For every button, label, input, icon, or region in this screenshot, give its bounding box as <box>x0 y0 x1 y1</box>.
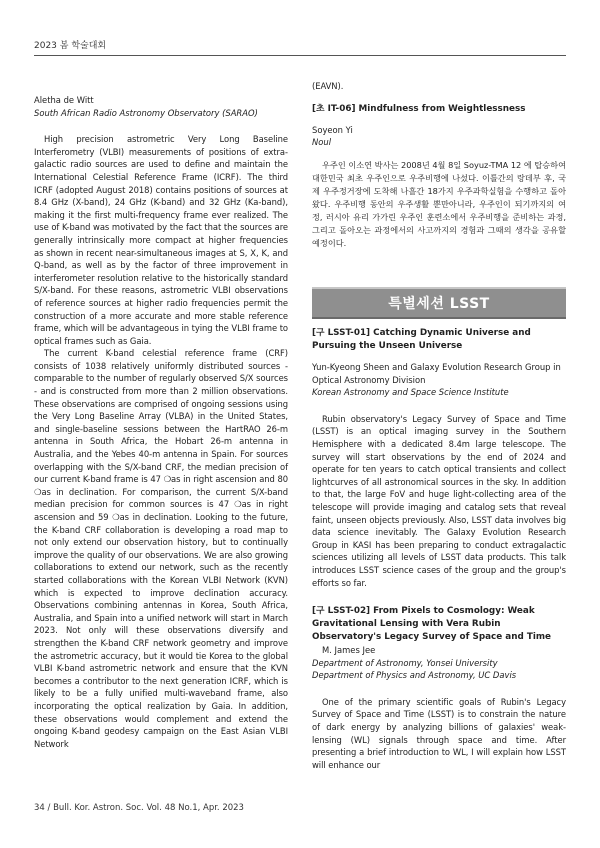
abstract-affiliation-lsst02-b: Department of Physics and Astronomy, UC Davis <box>312 670 517 681</box>
section-banner <box>312 287 566 319</box>
abstract-title-it06: [초 IT-06] Mindfulness from Weightlessness <box>312 103 526 114</box>
section-banner-label: 특별세션 LSST <box>388 296 490 312</box>
lsst01-block <box>312 327 566 589</box>
abstract-author-it06: Soyeon Yi <box>312 124 353 135</box>
page-footer: 34 / Bull. Kor. Astron. Soc. Vol. 48 No.1, Apr. 2023 <box>34 803 244 813</box>
abstract-title-lsst01: [구 LSST-01] Catching Dynamic Universe and Pursuing the Unseen Universe <box>312 328 531 351</box>
abstract-affiliation-lsst01: Korean Astronomy and Space Science Institute <box>312 387 509 398</box>
abstract-body-lsst02: One of the primary scientific goals of Rubin's Legacy Survey of Space and Time (LSST) is to constrain the nature of dark energy by analyzing billions of galaxies' weak-lensing (WL) signals through space and time. After presenting a brief introduction to WL, I will explain how LSST will enhance our <box>312 696 566 770</box>
abstract-affiliation-it06: Noul <box>312 137 332 148</box>
abstract-affiliation-lsst02-a: Department of Astronomy, Yonsei University <box>312 657 498 668</box>
abstract-title-lsst02: [구 LSST-02] From Pixels to Cosmology: Weak Gravitational Lensing with Vera Rubin Observatory's Legacy Survey of Space and Time <box>312 606 552 642</box>
abstract-paragraph-2: The current K-band celestial reference frame (CRF) consists of 1038 relatively uniformly distributed sources - comparable to the number of regularly observed S/X sources - and is constructed from more than 2 million observations. These observations are comprised of ongoing sessions using the Very Long Baseline Array (VLBA) in the United States, and single-baseline sessions between the HartRAO 26-m antenna in South Africa, the Hobart 26-m antenna in Australia, and the Yebes 40-m antenna in Spain. For sources overlapping with the S/X-band CRF, the median precision of our current K-band frame is 47 ❍as in right ascension and 80 ❍as in declination. For comparison, the current S/X-band median precision for common sources is 47 ❍as in right ascension and 59 ❍as in declination. Looking to the future, the K-band CRF collaboration is developing a road map to not only extend our observation history, but to continually improve the quality of our observations. We are also growing collaborations to extend our network, such as the recently started collaborations with the Korean VLBI Network (KVN) which is expected to improve declination accuracy. Observations combining antennas in Korea, South Africa, Australia, and Spain into a unified network will start in March 2023. Not only will these observations diversify and strengthen the K-band CRF network geometry and improve the astrometric accuracy, but it would tie Korea to the global VLBI K-band astrometric network and ensure that the KVN becomes a contributor to the next generation ICRF, which is likely to be a fully unified multi-waveband frame, also incorporating the optical realization by Gaia. In addition, these observations would complement and extend the ongoing K-band geodesy campaign on the East Asian VLBI Network <box>34 348 288 749</box>
abstract-affiliation: South African Radio Astronomy Observatory (SARAO) <box>34 107 258 118</box>
continued-text: (EAVN). <box>312 81 344 91</box>
abstract-body-lsst01: Rubin observatory's Legacy Survey of Space and Time (LSST) is an optical imaging survey in the Southern Hemisphere with a dedicated 8.4m large telescope. The survey will start observations by the end of 2024 and operate for ten years to catch optical transients and collect lightcurves of all astronomical sources in the sky. In addition to that, the large FoV and huge light-collecting area of the telescope will provide imaging and catalog sets that reveal faint, unseen objects previously. Also, LSST data involves big data science inevitably. The Galaxy Evolution Research Group in KASI has been preparing to conduct extragalactic sciences utilizing all levels of LSST data products. This talk introduces LSST science cases of the group and the group's efforts so far. <box>312 413 566 588</box>
abstract-body-it06: 우주인 이소연 박사는 2008년 4월 8일 Soyuz-TMA 12 에 탑승하여 대한민국 최초 우주인으로 우주비행에 나섰다. 이틀간의 랑데부 후, 국제 우주정거장에 도착해 나흘간 18가지 우주과학실험을 수행하고 돌아왔다. 우주비행 동안의 우주생활 뿐만아니라, 우주인이 되기까지의 여정, 러시아 유리 가가린 우주인 훈련소에서 우주비행을 준비하는 과정, 그리고 돌아오는 과정에서의 사고까지의 경험과 그때의 생각을 공유할 예정이다. <box>312 159 566 248</box>
running-header: 2023 봄 학술대회 <box>34 41 107 51</box>
left-column <box>34 80 288 750</box>
header-rule <box>34 55 566 56</box>
abstract-author-lsst01: Yun-Kyeong Sheen and Galaxy Evolution Research Group in Optical Astronomy Division <box>312 362 561 385</box>
right-column-top <box>312 80 566 250</box>
lsst02-block <box>312 605 566 771</box>
abstract-author: Aletha de Witt <box>34 95 94 105</box>
abstract-paragraph-1: High precision astrometric Very Long Baseline Interferometry (VLBI) measurements of positions of extra-galactic radio sources are used to define and maintain the International Celestial Reference Frame (ICRF). The third ICRF (adopted August 2018) contains positions of sources at 8.4 GHz (X-band), 24 GHz (K-band) and 32 GHz (Ka-band), making it the first multi-frequency frame ever realized. The use of K-band was motivated by the fact that the sources are generally intrinsically more compact at higher frequencies as shown in recent near-simultaneous images at S, X, K, and Q-band, as well as by the factor of three improvement in interferometer resolution relative to the historically standard S/X-band. For these reasons, astrometric VLBI observations of reference sources at higher radio frequencies permit the construction of a more accurate and more stable reference frame, which will be advantageous in tying the VLBI frame to optical frames such as Gaia. <box>34 134 288 346</box>
abstract-author-lsst02: M. James Jee <box>322 645 376 655</box>
